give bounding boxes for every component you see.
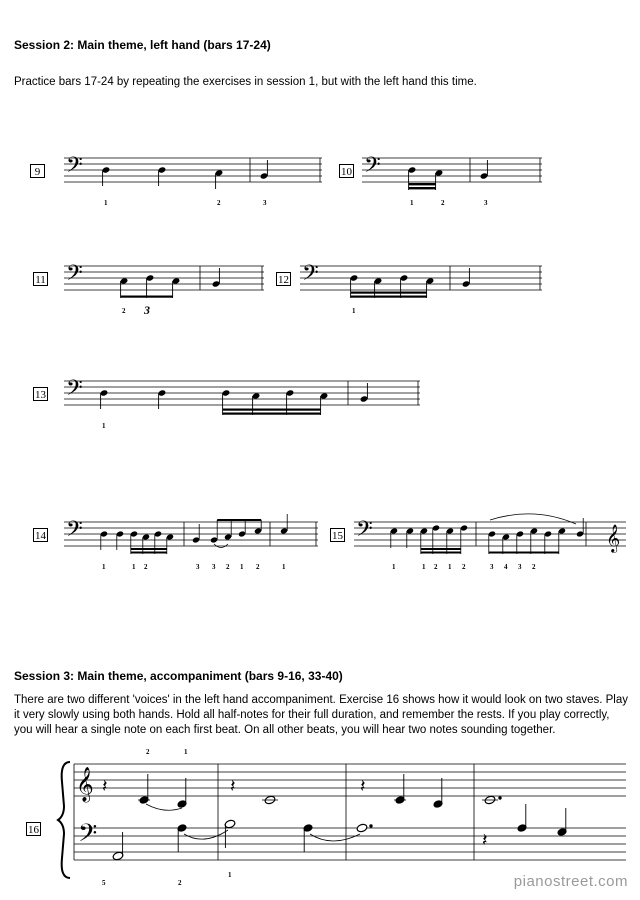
- exercise-11-staff: [64, 258, 269, 320]
- session-3-heading: Session 3: Main theme, accompaniment (bars 9-16, 33-40): [14, 669, 343, 683]
- exercise-16-grand-staff: [58, 742, 630, 892]
- svg-text:𝄢: 𝄢: [356, 517, 373, 547]
- fingering: 4: [504, 563, 508, 571]
- exercise-number-14: 14: [35, 530, 46, 542]
- svg-text:𝄢: 𝄢: [66, 376, 83, 406]
- exercise-number-10: 10: [341, 166, 352, 178]
- fingering: 1: [102, 422, 106, 430]
- svg-text:𝄞: 𝄞: [606, 524, 621, 552]
- fingering: 1: [240, 563, 244, 571]
- exercise-15-staff: [354, 514, 630, 576]
- svg-text:𝄢: 𝄢: [66, 261, 83, 291]
- fingering: 3: [484, 199, 488, 207]
- fingering: 1: [392, 563, 396, 571]
- fingering: 2: [146, 748, 150, 756]
- fingering: 5: [102, 879, 106, 887]
- fingering: 2: [178, 879, 182, 887]
- fingering: 1: [352, 307, 356, 315]
- exercise-12-staff: [300, 258, 547, 320]
- session-2-instruction: Practice bars 17-24 by repeating the exercises in session 1, but with the left hand this time.: [14, 76, 477, 88]
- exercise-number-15: 15: [332, 530, 343, 542]
- fingering: 1: [228, 871, 232, 879]
- exercise-number-16: 16: [28, 824, 39, 836]
- fingering: 3: [212, 563, 216, 571]
- fingering: 2: [226, 563, 230, 571]
- svg-text:𝄢: 𝄢: [66, 153, 83, 183]
- fingering: 3: [196, 563, 200, 571]
- svg-text:𝄞: 𝄞: [76, 767, 94, 802]
- svg-text:𝄽: 𝄽: [230, 776, 236, 797]
- svg-text:𝄽: 𝄽: [482, 830, 488, 851]
- svg-text:𝄢: 𝄢: [302, 261, 319, 291]
- fingering: 1: [104, 199, 108, 207]
- exercise-number-13: 13: [35, 389, 46, 401]
- fingering: 2: [441, 199, 445, 207]
- fingering: 2: [434, 563, 438, 571]
- exercise-number-9: 9: [30, 164, 45, 178]
- fingering: 1: [282, 563, 286, 571]
- svg-text:𝄢: 𝄢: [66, 517, 83, 547]
- fingering: 1: [448, 563, 452, 571]
- fingering: 2: [122, 307, 126, 315]
- fingering: 3: [263, 199, 267, 207]
- svg-text:𝄽: 𝄽: [102, 776, 108, 797]
- fingering: 2: [144, 563, 148, 571]
- svg-text:𝄽: 𝄽: [360, 776, 366, 797]
- fingering: 1: [410, 199, 414, 207]
- fingering: 2: [256, 563, 260, 571]
- fingering: 1: [132, 563, 136, 571]
- fingering: 1: [422, 563, 426, 571]
- exercise-number-11: 11: [33, 272, 48, 286]
- exercise-13-staff: [64, 373, 426, 435]
- fingering: 3: [518, 563, 522, 571]
- fingering: 1: [102, 563, 106, 571]
- fingering: 1: [184, 748, 188, 756]
- watermark: pianostreet.com: [513, 873, 628, 890]
- session-2-heading: Session 2: Main theme, left hand (bars 17-24): [14, 38, 271, 52]
- exercise-9-staff: [64, 150, 324, 210]
- fingering: 2: [462, 563, 466, 571]
- exercise-number-12: 12: [278, 274, 289, 286]
- fingering: 3: [490, 563, 494, 571]
- exercise-10-staff: [362, 150, 547, 210]
- exercise-14-staff: [64, 514, 322, 576]
- session-3-instruction: There are two different 'voices' in the left hand accompaniment. Exercise 16 shows how it would look on two staves. Play it very slowly using both hands. Hold all half-notes for their full duration, and remember the rests. If you play correctly, you will hear a single note on each first beat. On all other beats, you will hear two notes sounding together.: [14, 694, 628, 736]
- fingering: 2: [217, 199, 221, 207]
- svg-text:𝄢: 𝄢: [78, 819, 98, 854]
- triplet-mark: 3: [144, 303, 150, 317]
- fingering: 2: [532, 563, 536, 571]
- svg-text:𝄢: 𝄢: [364, 153, 381, 183]
